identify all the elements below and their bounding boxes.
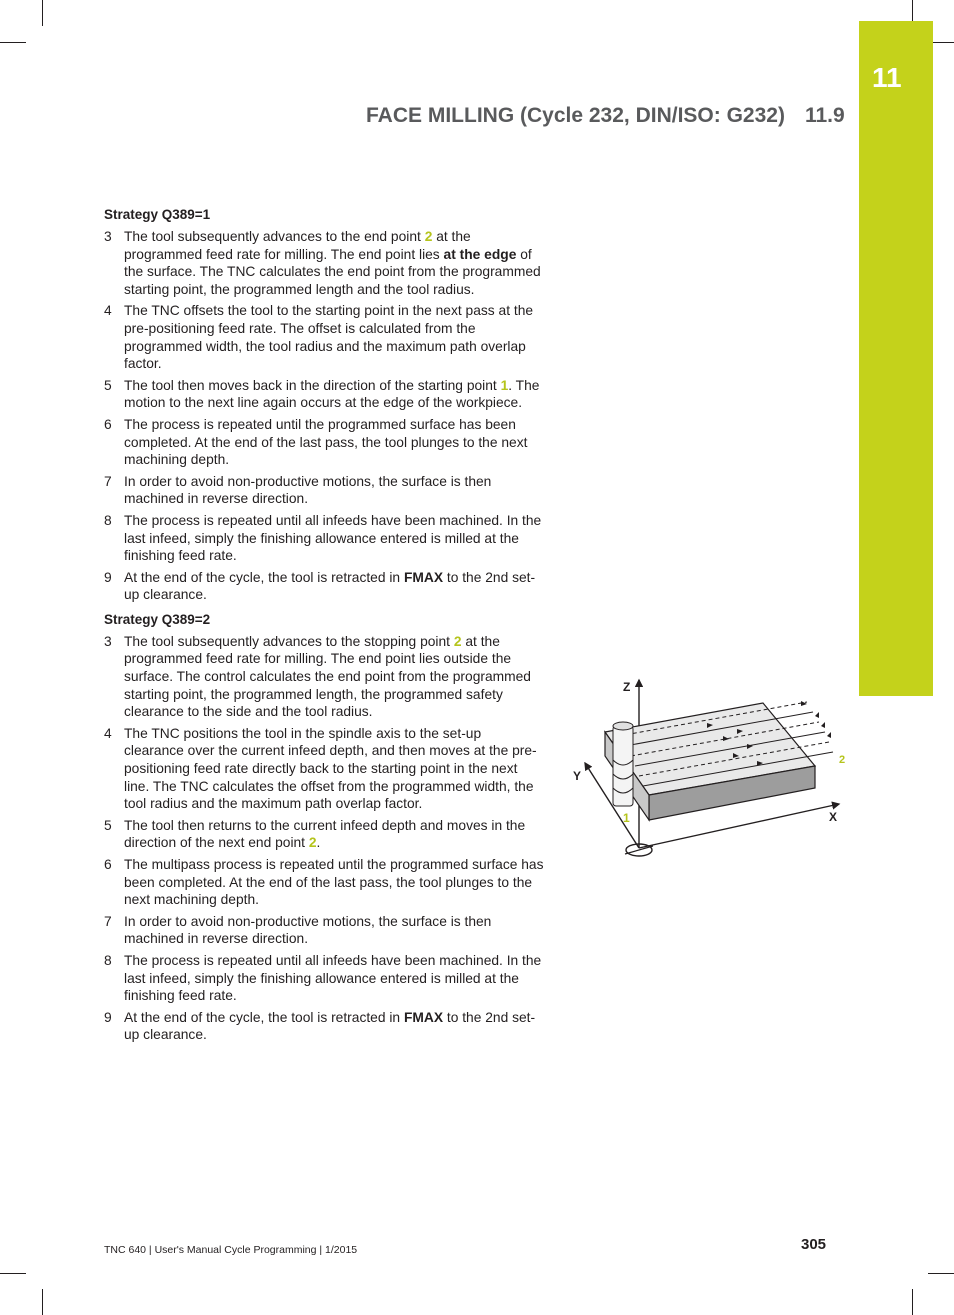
crop-mark	[928, 1273, 954, 1274]
step-item	[104, 952, 544, 1005]
axis-y-label: Y	[573, 769, 582, 783]
step-text: to the 2nd set-up clearance.	[124, 569, 536, 603]
step-item	[104, 302, 544, 372]
strategy-1-steps	[104, 228, 544, 604]
step-bold: at the edge	[443, 246, 517, 262]
step-item	[104, 512, 544, 565]
step-text: The multipass process is repeated until the programmed surface has been completed. At the end of the last pass, the tool plunges to the next machining depth.	[124, 857, 544, 908]
step-text: The process is repeated until the programmed surface has been completed. At the end of the last pass, the tool plunges to the next machining depth.	[124, 416, 528, 468]
point-label: 2	[424, 229, 433, 244]
step-number: 7	[104, 473, 112, 489]
step-number: 8	[104, 952, 112, 968]
step-item	[104, 228, 544, 298]
step-number: 6	[104, 857, 112, 872]
crop-mark	[0, 42, 26, 43]
crop-mark	[42, 0, 43, 26]
step-text: The TNC positions the tool in the spindle axis to the set-up clearance over the current infeed depth, and then moves at the pre-positioning feed rate directly back to the starting point in the next line. The TNC calculates the offset from the programmed width, the tool radius and the maximum path overlap factor.	[124, 725, 537, 812]
step-number: 4	[104, 303, 112, 319]
step-text: The process is repeated until all infeeds have been machined. In the last infeed, simply the finishing allowance entered is milled at the finishing feed rate.	[124, 512, 542, 564]
step-text: The process is repeated until all infeeds have been machined. In the last infeed, simply the finishing allowance entered is milled at the finishing feed rate.	[124, 952, 542, 1004]
strategy-1-heading: Strategy Q389=1	[104, 207, 211, 222]
step-number: 6	[104, 416, 112, 432]
step-number: 7	[104, 913, 112, 929]
step-bold: FMAX	[403, 1009, 444, 1025]
point-label: 2	[308, 835, 317, 851]
step-text: At the end of the cycle, the tool is retracted in	[124, 569, 404, 585]
step-text: The tool then returns to the current infeed depth and moves in the direction of the next end point	[124, 817, 526, 851]
step-item	[104, 856, 544, 909]
page-header	[366, 104, 845, 128]
face-milling-diagram	[563, 668, 855, 868]
step-bold: FMAX	[403, 569, 444, 585]
step-text: In order to avoid non-productive motions, the surface is then machined in reverse direction.	[124, 913, 492, 947]
step-text: In order to avoid non-productive motions, the surface is then machined in reverse direction.	[124, 473, 492, 507]
step-item	[104, 1009, 544, 1044]
step-item	[104, 913, 544, 948]
page-number: 305	[801, 1236, 827, 1253]
step-number: 4	[104, 725, 112, 741]
step-item	[104, 569, 544, 604]
axis-z-label: Z	[623, 680, 631, 694]
step-number: 9	[104, 569, 112, 585]
crop-mark	[42, 1289, 43, 1315]
axis-x-label: X	[829, 810, 838, 824]
step-text: The tool then moves back in the direction of the starting point	[124, 377, 501, 393]
step-text: . The motion to the next line again occurs at the edge of the workpiece.	[124, 377, 540, 411]
step-number: 3	[104, 229, 112, 244]
step-text: .	[316, 835, 321, 851]
crop-mark	[912, 1289, 913, 1315]
crop-mark	[0, 1273, 26, 1274]
step-text: The tool subsequently advances to the end point	[124, 229, 425, 244]
point-label: 2	[453, 633, 462, 649]
step-text: to the 2nd set-up clearance.	[124, 1009, 536, 1043]
point-1-label: 1	[623, 811, 630, 825]
step-text: at the programmed feed rate for milling. The end point lies	[124, 229, 471, 262]
step-number: 5	[104, 377, 112, 393]
step-number: 5	[104, 817, 112, 833]
milling-tool	[613, 722, 633, 806]
footer-text: TNC 640 | User's Manual Cycle Programming | 1/2015	[104, 1244, 358, 1256]
strategy-2-steps	[104, 633, 544, 1044]
step-item	[104, 633, 544, 721]
step-number: 9	[104, 1009, 112, 1025]
step-number: 8	[104, 512, 112, 528]
step-number: 3	[104, 633, 112, 649]
point-2-label: 2	[839, 754, 846, 766]
section-title: FACE MILLING (Cycle 232, DIN/ISO: G232)	[366, 104, 785, 127]
step-item	[104, 473, 544, 508]
step-text: at the programmed feed rate for milling. The end point lies outside the surface. The control calculates the end point from the programmed starting point, the programmed length, the programmed safety clearance to the side and the tool radius.	[124, 633, 531, 720]
point-label: 1	[500, 377, 509, 393]
step-text: of the surface. The TNC calculates the end point from the programmed starting point, the programmed length and the tool radius.	[124, 246, 541, 297]
strategy-2-heading: Strategy Q389=2	[104, 611, 211, 627]
section-number: 11.9	[804, 104, 845, 127]
chapter-number: 11	[872, 62, 902, 93]
step-item	[104, 725, 544, 813]
step-text: The tool subsequently advances to the stopping point	[124, 633, 454, 649]
step-item	[104, 377, 544, 412]
step-text: At the end of the cycle, the tool is retracted in	[124, 1009, 404, 1025]
chapter-tab	[859, 21, 933, 696]
step-item	[104, 416, 544, 469]
step-item	[104, 817, 544, 852]
step-text: The TNC offsets the tool to the starting point in the next pass at the pre-positioning feed rate. The offset is calculated from the programmed width, the tool radius and the maximum path overlap factor.	[124, 303, 534, 372]
main-content	[104, 206, 544, 1051]
